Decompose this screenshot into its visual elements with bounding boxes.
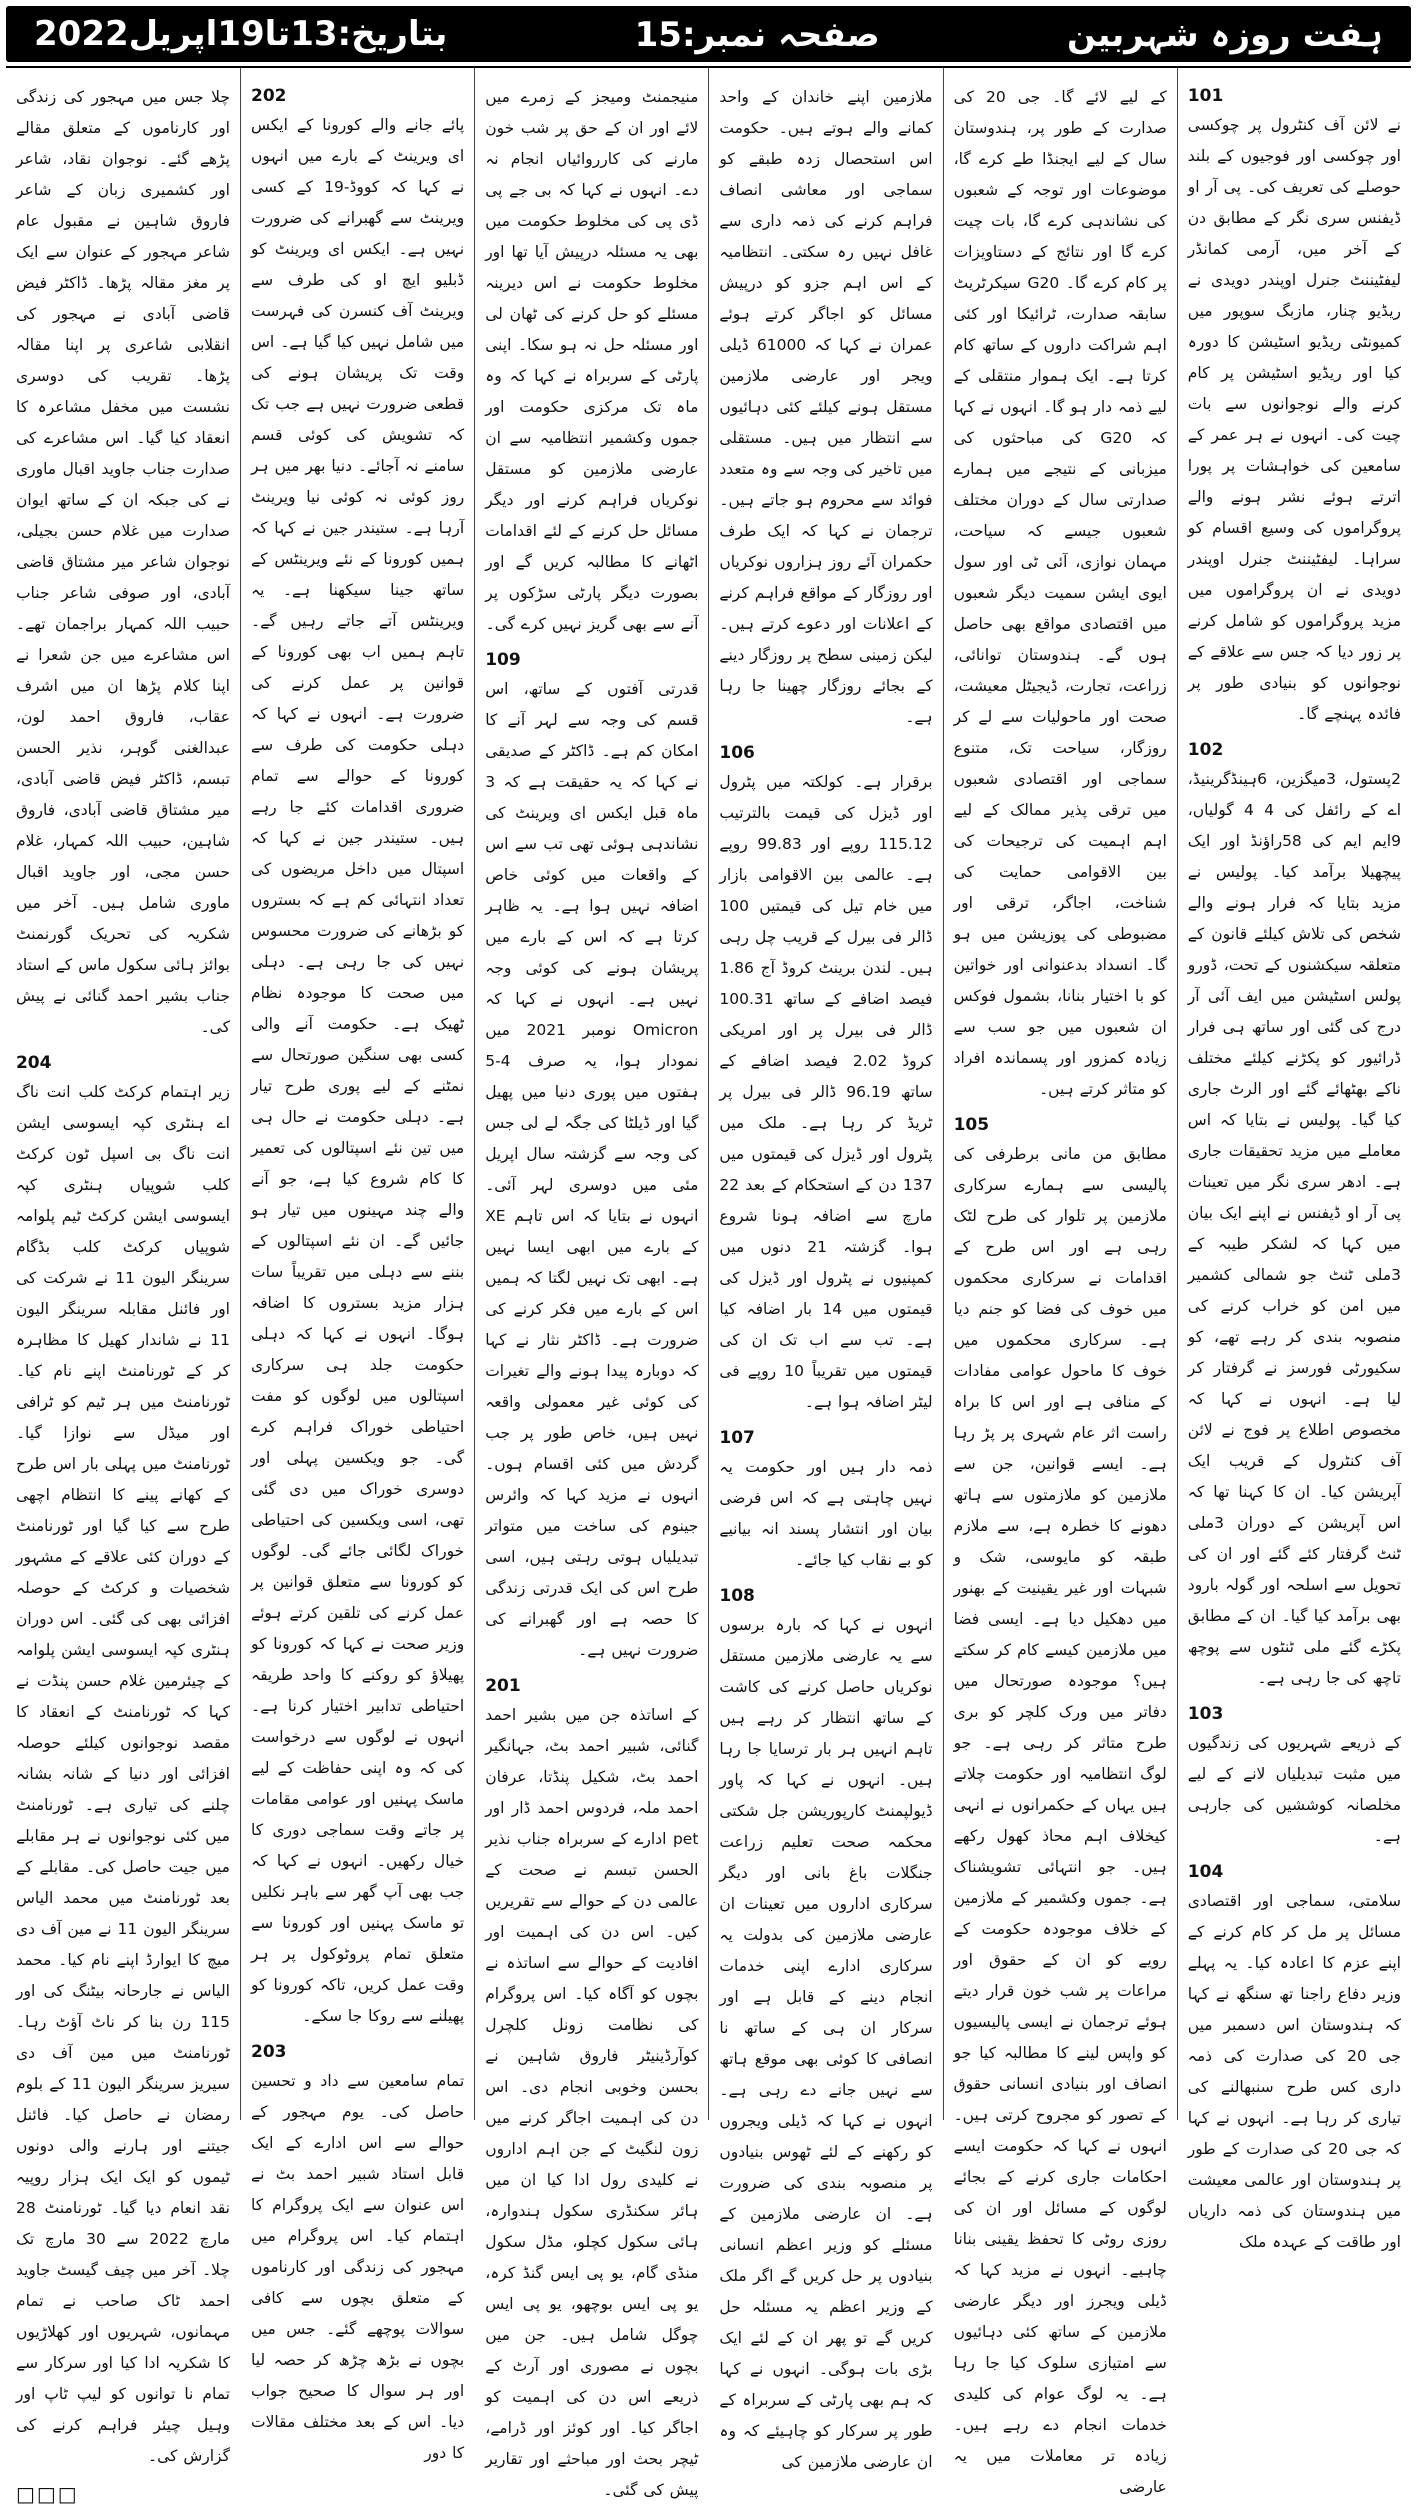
- story-number: 203: [250, 2042, 287, 2062]
- newspaper-page: [6, 66, 1411, 2506]
- story-number: 108: [719, 1586, 755, 1606]
- story-text: انہوں نے کہا کہ بارہ برسوں سے یہ عارضی ملازمین مستقل نوکریاں حاصل کرنے کی کاشت کے ساتھ انتظار کر رہے ہیں تاہم انہیں ہر بار ترسایا جا رہا ہیں۔ انہوں نے کہا کہ پاور ڈیولپمنٹ کارپوریشن جل شکتی محکمہ صحت تعلیم زراعت جنگلات باغ بانی اور دیگر سرکاری اداروں میں تعینات ان عارضی ملازمین کی بدولت یہ سرکاری ادارے اپنی خدمات انجام دینے کے قابل ہے اور سرکار ان ہی کے ساتھ نا انصافی کا کوئی بھی موقع ہاتھ سے نہیں جانے دے رہی ہے۔ انہوں نے کہا کہ ڈیلی ویجروں کو رکھنے کے لئے ٹھوس بنیادوں پر منصوبہ بندی کی ضرورت ہے۔ ان عارضی ملازمین کے مسئلے کو وزیر اعظم انسانی بنیادوں پر حل کریں گے اگر ملک کے وزیر اعظم یہ مسئلہ حل کریں گے تو پھر ان کے لئے ایک بڑی بات ہوگی۔ انہوں نے کہا کہ ہم بھی پارٹی کے سربراہ کے طور پر سرکار کو چاہیئے کہ وہ ان عارضی ملازمین کی: [719, 1616, 933, 2471]
- story-text: مطابق من مانی برطرفی کی پالیسی سے ہمارے سرکاری ملازمین پر تلوار کی طرح لٹک رہی ہے اور اس طرح کے اقدامات نے سرکاری محکموں میں خوف کی فضا کو جنم دیا ہے۔ سرکاری محکموں میں خوف کا ماحول عوامی مفادات کے منافی ہے اور اس کا براہ راست اثر عام شہری پر پڑ رہا ہے۔ ایسے قوانین، جن سے ملازمین کو ملازمتوں سے ہاتھ دھونے کا خطرہ ہے، سے ملازم طبقہ کو مایوسی، شک و شبہات اور غیر یقینیت کے بھنور میں دھکیل دیا ہے۔ ایسی فضا میں ملازمین کیسے کام کر سکتے ہیں؟ موجودہ صورتحال میں دفاتر میں ورک کلچر کو بری طرح متاثر کر رہی ہے۔ جو لوگ انتظامیہ اور حکومت چلاتے ہیں یہاں کے حکمرانوں نے انہی کیخلاف اہم محاذ کھول رکھے ہیں۔ جو انتہائی تشویشناک ہے۔ جموں وکشمیر کے ملازمین کے خلاف موجودہ حکومت کے رویے کو ان کے حقوق اور مراعات پر شب خون قرار دیتے ہوئے ترجمان نے ایسی پالیسیوں کو واپس لینے کا مطالبہ کیا جو انصاف اور بنیادی انسانی حقوق کے تصور کو مجروح کرتی ہیں۔ انہوں نے کہا کہ حکومت ایسے احکامات جاری کرنے کے بجائے لوگوں کے مسائل اور ان کی روزی روٹی کا تحفظ یقینی بنانا چاہیے۔ انہوں نے مزید کہا کہ ڈیلی ویجرز اور دیگر عارضی ملازمین کے ساتھ کئی دہائیوں سے امتیازی سلوک کیا جا رہا ہے۔ یہ لوگ عوام کی کلیدی خدمات انجام دے رہے ہیں۔ زیادہ تر معاملات میں یہ عارضی: [953, 1145, 1167, 2496]
- story-text: سلامتی، سماجی اور اقتصادی مسائل پر مل کر کام کرنے کے اپنے عزم کا اعادہ کیا۔ یہ پہلے وزیر دفاع راجنا تھ سنگھ نے کہا کہ ہندوستان اس دسمبر میں جی 20 کی صدارت کی ذمہ داری کس طرح سنبھالنے کی تیاری کر رہا ہے۔ انہوں نے کہا کہ جی 20 کی صدارت کے طور پر ہندوستان اور عالمی معیشت میں ہندوستان کی ذمہ داریاں اور طاقت کے عہدہ ملک: [1187, 1892, 1401, 2251]
- news-story: [719, 1586, 932, 2478]
- news-story: [251, 86, 464, 2032]
- story-text: ملازمین اپنے خاندان کے واحد کمانے والے ہوتے ہیں۔ حکومت اس استحصال زدہ طبقے کو سماجی اور معاشی انصاف فراہم کرنے کی ذمہ داری سے غافل نہیں رہ سکتی۔ انتظامیہ کے اس اہم جزو کو درپیش مسائل کو اجاگر کرتے ہوئے عمران نے کہا کہ 61000 ڈیلی ویجر اور عارضی ملازمین مستقل ہونے کیلئے کئی دہائیوں سے انتظار میں ہیں۔ مستقلی میں تاخیر کی وجہ سے وہ متعدد فوائد سے محروم ہو جاتے ہیں۔ ترجمان نے کہا کہ ایک طرف حکمران آئے روز ہزاروں نوکریاں اور روزگار کے مواقع فراہم کرنے کے اعلانات اور دعوے کرتے ہیں۔ لیکن زمینی سطح پر روزگار دینے کے بجائے روزگار چھینا جا رہا ہے۔: [719, 88, 933, 726]
- story-number: 101: [1187, 86, 1224, 106]
- end-marks: □□□: [15, 2482, 79, 2506]
- story-text: کے اساتذہ جن میں بشیر احمد گنائی، شبیر احمد بٹ، جہانگیر احمد بٹ، شکیل پنڈتا، عرفان احمد ملہ، فردوس احمد ڈار اور pet ادارے کے سربراہ جناب نذیر الحسن تبسم نے صحت کے عالمی دن کے حوالے سے تقریریں کیں۔ اس دن کی اہمیت اور افادیت کے حوالے سے اساتذہ نے بچوں کو آگاہ کیا۔ اس پروگرام کی نظامت زونل کلچرل کوآرڈینیٹر فاروق شاہین نے بحسن وخوبی انجام دی۔ اس دن کی اہمیت اجاگر کرنے میں زون لنگیٹ کے جن اہم اداروں نے کلیدی رول ادا کیا ان میں ہائر سکنڈری سکول ہندوارہ، ہائی سکول کچلو، مڈل سکول منڈی گام، یو پی ایس گنڈ کرہ، یو پی ایس بوچھو، یو پی ایس چوگل شامل ہیں۔ جن میں بچوں نے مصوری اور آرٹ کے ذریعے اس دن کی اہمیت کو اجاگر کیا۔ اور کوئز اور ڈرامے، ٹیچر بحث اور مباحثے اور تقاریر پیش کی گئی۔: [485, 1706, 699, 2499]
- news-column: [474, 68, 708, 2499]
- story-text: کے ذریعے شہریوں کی زندگیوں میں مثبت تبدیلیاں لانے کے لیے مخلصانہ کوششیں کی جارہی ہے۔: [1187, 1734, 1401, 1845]
- masthead: [6, 6, 1411, 62]
- story-text: منیجمنٹ ومیجز کے زمرے میں لائے اور ان کے حق پر شب خون مارنے کی کارروائیاں انجام نہ دے۔ انہوں نے کہا کہ بی جے پی ڈی پی کی مخلوط حکومت میں بھی یہ مسئلہ درپیش آیا تھا اور مخلوط حکومت نے اس دیرینہ مسئلے کو حل کرنے کی ٹھان لی اور مسئلہ حل نہ ہو سکا۔ اپنی پارٹی کے سربراہ نے کہا کہ وہ ماہ تک مرکزی حکومت اور جموں وکشمیر انتظامیہ سے ان عارضی ملازمین کو مستقل نوکریاں فراہم کرنے اور دیگر مسائل حل کرنے کے لئے اقدامات اٹھانے کا مطالبہ کریں گے اور بصورت دیگر پارٹی سڑکوں پر آنے سے بھی گریز نہیں کرے گی۔: [485, 88, 699, 633]
- news-story: [954, 82, 1167, 1105]
- news-column: [6, 68, 240, 2506]
- story-text: چلا جس میں مہجور کی زندگی اور کارناموں کے متعلق مقالے پڑھے گئے۔ نوجوان نقاد، شاعر اور کشمیری زبان کے شاعر فاروق شاہین نے مقبول عام شاعر مہجور کے عنوان سے ایک پر مغز مقالہ پڑھا۔ ڈاکٹر فیض قاضی آبادی نے مہجور کی انقلابی شاعری پر اپنا مقالہ پڑھا۔ تقریب کی دوسری نشست میں مخفل مشاعرہ کا انعقاد کیا گیا۔ اس مشاعرے کی صدارت جناب جاوید اقبال ماوری نے کی جبکہ ان کے ساتھ ایوان صدارت میں غلام حسن بجیلی، نوجوان شاعر میر مشتاق قاضی آبادی، اور صوفی شاعر جناب حبیب اللہ کمہار براجمان تھے۔ اس مشاعرے میں جن شعرا نے اپنا کلام پڑھا ان میں اشرف عقاب، فاروق احمد لون، عبدالغنی گوہر، نذیر الحسن تبسم، ڈاکٹر فیض قاضی آبادی، میر مشتاق قاضی آبادی، فاروق شاہین، حبیب اللہ کمہار، غلام حسن مجی، اور جاوید اقبال ماوری شامل ہیں۔ آخر میں شکریہ کی تحریک گورنمنٹ بوائز ہائی سکول ماس کے استاد جناب بشیر احمد گنائی نے پیش کی۔: [15, 88, 230, 1036]
- story-number: 107: [719, 1428, 755, 1448]
- story-text: برقرار ہے۔ کولکتہ میں پٹرول اور ڈیزل کی قیمت بالترتیب 115.12 روپے اور 99.83 روپے ہے۔ عالمی بین الاقوامی بازار میں خام تیل کی قیمتیں 100 ڈالر فی بیرل کے قریب چل رہی ہیں۔ لندن برینٹ کروڈ آج 1.86 فیصد اضافے کے ساتھ 100.31 ڈالر فی بیرل پر اور امریکی کروڈ 2.02 فیصد اضافے کے ساتھ 96.19 ڈالر فی بیرل پر ٹریڈ کر رہا ہے۔ ملک میں پٹرول اور ڈیزل کی قیمتوں میں 137 دن کے استحکام کے بعد 22 مارچ سے اضافہ ہونا شروع ہوا۔ گزشتہ 21 دنوں میں کمپنیوں نے پٹرول اور ڈیزل کی قیمتوں میں 14 بار اضافہ کیا ہے۔ تب سے اب تک ان کی قیمتوں میں تقریباً 10 روپے فی لیٹر اضافہ ہوا ہے۔: [719, 773, 933, 1411]
- story-text: کے لیے لائے گا۔ جی 20 کی صدارت کے طور پر، ہندوستان سال کے لیے ایجنڈا طے کرے گا، موضوعات اور توجہ کے شعبوں کی نشاندہی کرے گا، بات چیت کرے گا اور نتائج کے دستاویزات پر کام کرے گا۔ G20 سیکرٹریٹ سابقہ صدارت، ٹرائیکا اور کئی اہم شراکت داروں کے ساتھ کام کرتا ہے۔ ایک ہموار منتقلی کے لیے ذمہ دار ہو گا۔ انہوں نے کہا کہ G20 کی مباحثوں کی میزبانی کے نتیجے میں ہمارے صدارتی سال کے دوران مختلف شعبوں جیسے کہ سیاحت، مہمان نوازی، آئی ٹی اور سول ایوی ایشن سمیت دیگر شعبوں میں اقتصادی مواقع بھی حاصل ہوں گے۔ ہندوستان توانائی، زراعت، تجارت، ڈیجیٹل معیشت، صحت اور ماحولیات سے لے کر روزگار، سیاحت تک، متنوع سماجی اور اقتصادی شعبوں میں ترقی پذیر ممالک کے لیے اہم اہمیت کی ترجیحات کی بین الاقوامی حمایت کی شناخت، اجاگر، ترقی اور مضبوطی کی پوزیشن میں ہو گا۔ انسداد بدعنوانی اور خواتین کو با اختیار بنانا، بشمول فوکس ان شعبوں میں جو سب سے زیادہ کمزور اور پسماندہ افراد کو متاثر کرتے ہیں۔: [953, 88, 1167, 1098]
- news-story: [485, 82, 698, 640]
- story-text: تمام سامعین سے داد و تحسین حاصل کی۔ یوم مہجور کے حوالے سے اس ادارے کے ایک قابل استاد شبیر احمد بٹ نے اس عنوان سے ایک پروگرام کا اہتمام کیا۔ اس پروگرام میں مہجور کی زندگی اور کارناموں کے متعلق بچوں سے کافی سوالات پوچھے گئے۔ جس میں بچوں نے بڑھ چڑھ کر حصہ لیا اور ہر سوال کا صحیح جواب دیا۔ اس کے بعد مختلف مقالات کا دور: [250, 2072, 465, 2462]
- news-column: [708, 68, 942, 2471]
- story-text: پائے جانے والے کورونا کے ایکس ای ویرینٹ کے بارے میں انہوں نے کہا کہ کووڈ-19 کے کسی ویرینٹ سے گھبرانے کی ضرورت نہیں ہے۔ ایکس ای ویرینٹ کو ڈبلیو ایچ او کی طرف سے ویرینٹ آف کنسرن کی فہرست میں شامل نہیں کیا گیا ہے۔ اس وقت تک پریشان ہونے کی قطعی ضرورت نہیں ہے جب تک کہ تشویش کی کوئی قسم سامنے نہ آجائے۔ دنیا بھر میں ہر روز کوئی نہ کوئی نیا ویرینٹ آرہا ہے۔ ستیندر جین نے کہا کہ ہمیں کورونا کے نئے ویرینٹس کے ساتھ جینا سیکھنا ہے۔ یہ ویرینٹس آتے جاتے رہیں گے۔ تاہم ہمیں اب بھی کورونا کے قوانین پر عمل کرنے کی ضرورت ہے۔ انہوں نے کہا کہ دہلی حکومت کی طرف سے کورونا کے حوالے سے تمام ضروری اقدامات کئے جا رہے ہیں۔ ستیندر جین نے کہا کہ اسپتال میں داخل مریضوں کی تعداد انتہائی کم ہے کہ بستروں کو بڑھانے کی ضرورت محسوس نہیں کی جا رہی ہے۔ دہلی میں صحت کا موجودہ نظام ٹھیک ہے۔ حکومت آنے والی کسی بھی سنگین صورتحال سے نمٹنے کے لیے پوری طرح تیار ہے۔ دہلی حکومت نے حال ہی میں تین نئے اسپتالوں کی تعمیر کا کام شروع کیا ہے، جو آنے والے چند مہینوں میں تیار ہو جائیں گے۔ ان نئے اسپتالوں کے بننے سے دہلی میں تقریباً سات ہزار مزید بستروں کا اضافہ ہوگا۔ انہوں نے کہا کہ دہلی حکومت جلد ہی سرکاری اسپتالوں میں لوگوں کو مفت احتیاطی خوراک فراہم کرے گی۔ جو ویکسین پہلی اور دوسری خوراک میں دی گئی تھی، اسی ویکسین کی احتیاطی خوراک لگائی جائے گی۔ لوگوں کو کورونا سے متعلق قوانین پر عمل کرنے کی تلقین کرتے ہوئے وزیر صحت نے کہا کہ کورونا کو پھیلاؤ کو روکنے کا واحد طریقہ احتیاطی تدابیر اختیار کرنا ہے۔ انہوں نے لوگوں سے درخواست کی کہ وہ اپنی حفاظت کے لیے ماسک پہنیں اور عوامی مقامات پر جاتے وقت سماجی دوری کا خیال رکھیں۔ انہوں نے کہا کہ جب بھی آپ گھر سے باہر نکلیں تو ماسک پہنیں اور کورونا سے متعلق تمام پروٹوکول پر ہر وقت عمل کریں، تاکہ کورونا کو پھیلنے سے روکا جا سکے۔: [250, 116, 465, 2025]
- news-story: [954, 1115, 1167, 2503]
- story-number: 204: [15, 1053, 52, 1073]
- story-number: 105: [953, 1115, 990, 1135]
- news-story: [1188, 740, 1401, 1694]
- news-story: [251, 2042, 464, 2469]
- story-number: 102: [1187, 740, 1224, 760]
- news-story: [1188, 86, 1401, 730]
- story-text: زیر اہتمام کرکٹ کلب انت ناگ اے ہنٹری کپہ ایسوسی ایشن انت ناگ بی اسپل ٹون کرکٹ کلب شوپیاں ہنٹری کپہ ایسوسی ایشن کرکٹ ٹیم پلوامہ شوپیاں کرکٹ کلب بڈگام سرینگر الیون 11 نے شرکت کی اور فائنل مقابلہ سرینگر الیون 11 نے شاندار کھیل کا مظاہرہ کر کے ٹورنامنٹ اپنے نام کیا۔ ٹورنامنٹ میں ہر ٹیم کو ٹرافی اور میڈل سے نوازا گیا۔ ٹورنامنٹ میں پہلی بار اس طرح کے کھانے پینے کا انتظام اچھی طرح سے کیا گیا اور ٹورنامنٹ کے دوران کئی علاقے کے مشہور شخصیات و کرکٹ کے حوصلہ افزائی بھی کی گئی۔ اس دوران ہنٹری کپہ ایسوسی ایشن پلوامہ کے چیئرمین غلام حسن پنڈت نے کہا کہ ٹورنامنٹ کے انعقاد کا مقصد نوجوانوں کیلئے حوصلہ افزائی اور دنیا کے شانہ بشانہ چلنے کی تیاری ہے۔ ٹورنامنٹ میں کئی نوجوانوں نے ہر مقابلے میں جیت حاصل کی۔ مقابلے کے بعد ٹورنامنٹ میں محمد الیاس سرینگر الیون 11 نے مین آف دی میچ کا ایوارڈ اپنے نام کیا۔ محمد الیاس نے جارحانہ بیٹنگ کی اور 115 رن بنا کر ناٹ آؤٹ رہا۔ ٹورنامنٹ میں مین آف دی سیریز سرینگر الیون 11 کے بلوم رمضان نے حاصل کیا۔ فائنل جیتنے اور ہارنے والی دونوں ٹیموں کو ایک ایک ہزار روپیہ نقد انعام دیا گیا۔ ٹورنامنٹ 28 مارچ 2022 سے 30 مارچ تک چلا۔ آخر میں چیف گیسٹ جاوید احمد ٹاک صاحب نے تمام مہمانوں، شہریوں اور کھلاڑیوں کا شکریہ ادا کیا اور سرکار سے تمام نا توانوں کو لیپ ٹاپ اور وہیل چیئر فراہم کرنے کی گزارش کی۔: [15, 1083, 230, 2465]
- story-number: 202: [250, 86, 287, 106]
- news-story: [1188, 1704, 1401, 1852]
- news-story: [719, 82, 932, 733]
- story-text: نے لائن آف کنٹرول پر چوکسی اور چوکسی اور فوجیوں کے بلند حوصلے کی تعریف کی۔ پی آر او ڈیفنس سری نگر کے مطابق دن کے آخر میں، آرمی کمانڈر لیفٹیننٹ جنرل اوپندر دویدی نے ریڈیو چنار، مازبگ سوپور میں کمیونٹی ریڈیو اسٹیشن کا دورہ کیا اور ریڈیو اسٹیشن پر کام کرنے والے نوجوانوں سے بات چیت کی۔ انہوں نے ہر عمر کے سامعین کی خواہشات پر پورا اترتے ہوئے نشر ہونے والے پروگراموں کی وسیع اقسام کو سراہا۔ لیفٹیننٹ جنرل اوپندر دویدی نے ان پروگراموں میں مزید پروگراموں کو شامل کرنے پر زور دیا کہ جس سے علاقے کے نوجوانوں کو بنیادی طور پر فائدہ پہنچے گا۔: [1187, 116, 1401, 723]
- story-text: 2پستول، 3میگزین، 6ہینڈگرینیڈ، اے کے رائفل کی 4 4 گولیاں، 9ایم ایم کی 58راؤنڈ اور ایک پیچھیلا برآمد کیا۔ پولیس نے مزید بتایا کہ فرار ہونے والے شخص کی تلاش کیلئے قانون کے متعلقہ سیکشنوں کے تحت، ڈورو پولس اسٹیشن میں ایف آئی آر درج کی گئی اور ساتھ ہی فرار ڈرائیور کو پکڑنے کیلئے مختلف ناکے بھٹھائے گئے اور الرٹ جاری کیا گیا۔ پولیس نے بتایا کہ اس معاملے میں مزید تحقیقات جاری ہے۔ ادھر سری نگر میں تعینات پی آر او ڈیفنس نے اپنے ایک بیان میں کہا کہ لشکر طیبہ کے 3ملی ٹنٹ جو شمالی کشمیر میں امن کو خراب کرنے کی منصوبہ بندی کر رہے تھے، کو سکیورٹی فورسز نے گرفتار کر لیا ہے۔ انہوں نے کہا کہ مخصوص اطلاع پر فوج نے لائن آف کنٹرول کے قریب ایک آپریشن کیا۔ ان کا کہنا تھا کہ اس آپریشن کے دوران 3ملی ٹنٹ گرفتار کئے گئے اور ان کی تحویل سے اسلحہ اور گولہ بارود بھی برآمد کیا گیا۔ ان کے مطابق پکڑے گئے ملی ٹنٹوں سے پوچھ تاچھ کی جا رہی ہے۔: [1187, 770, 1401, 1687]
- newspaper-name: ہفت روزہ شہربین: [1066, 14, 1383, 55]
- issue-date: بتاریخ:13تا19اپریل2022: [34, 14, 448, 54]
- news-column: [943, 68, 1177, 2496]
- news-column: [1177, 68, 1411, 2251]
- news-story: [16, 1053, 230, 2472]
- news-story: [485, 1676, 698, 2506]
- news-story: [16, 82, 230, 1043]
- story-number: 109: [485, 650, 521, 670]
- news-story: [719, 743, 932, 1418]
- story-text: قدرتی آفتوں کے ساتھ، اس قسم کی وجہ سے لہر آنے کا امکان کم ہے۔ ڈاکٹر کے صدیقی نے کہا کہ یہ حقیقت ہے کہ 3 ماہ قبل ایکس ای ویرینٹ کی نشاندہی ہوئی تھی تب سے اس کے واقعات میں کوئی خاص اضافہ نہیں ہوا ہے۔ یہ ظاہر کرتا ہے کہ اس کے بارے میں پریشان ہونے کی کوئی وجہ نہیں ہے۔ انہوں نے کہا کہ Omicron نومبر 2021 میں نمودار ہوا، یہ صرف 4-5 ہفتوں میں پوری دنیا میں پھیل گیا اور ڈیلٹا کی جگہ لے لی جس کی وجہ سے گزشتہ سال اپریل مئی میں دوسری لہر آئی۔ انہوں نے بتایا کہ اس تاہم XE کے بارے میں ابھی ایسا نہیں ہے۔ ابھی تک نہیں لگتا کہ ہمیں اس کے بارے میں فکر کرنے کی ضرورت ہے۔ ڈاکٹر نثار نے کہا کہ دوبارہ پیدا ہونے والے تغیرات کی کوئی غیر معمولی واقعہ نہیں ہیں، خاص طور پر جب گردش میں کئی اقسام ہوں۔ انہوں نے مزید کہا کہ وائرس جینوم کی ساخت میں متواتر تبدیلیاں ہوتی رہتی ہیں، اسی طرح اس کی ایک قدرتی زندگی کا حصہ ہے اور گھبرانے کی ضرورت نہیں ہے۔: [485, 680, 699, 1659]
- story-text: ذمہ دار ہیں اور حکومت یہ نہیں چاہتی ہے کہ اس فرضی بیان اور انتشار پسند انہ بیانیے کو بے نقاب کیا جائے۔: [719, 1458, 933, 1569]
- news-story: [485, 650, 698, 1666]
- story-number: 106: [719, 743, 755, 763]
- story-number: 201: [485, 1676, 521, 1696]
- story-number: 103: [1187, 1704, 1224, 1724]
- news-column: [240, 68, 474, 2462]
- news-story: [719, 1428, 932, 1576]
- story-number: 104: [1187, 1862, 1224, 1882]
- page-number: صفحہ نمبر:15: [634, 14, 880, 55]
- news-story: [1188, 1862, 1401, 2258]
